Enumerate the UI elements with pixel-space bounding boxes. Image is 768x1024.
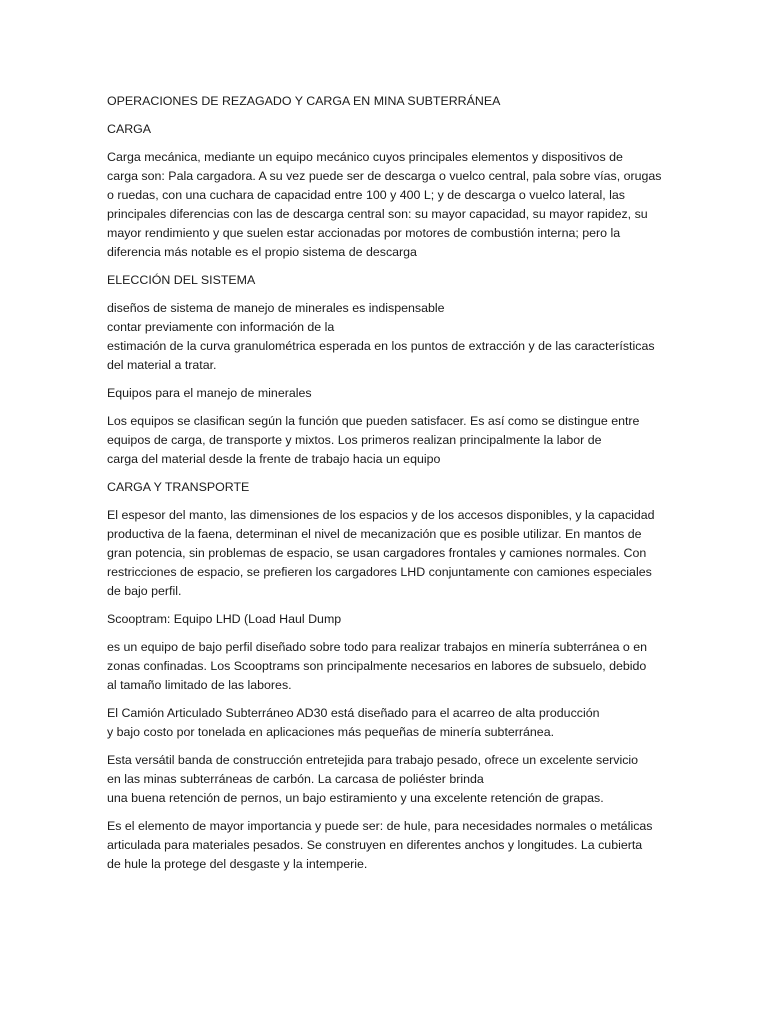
text-line: productiva de la faena, determinan el nivel de mecanización que es posible utilizar. En mantos de xyxy=(107,527,642,541)
text-line: El espesor del manto, las dimensiones de los espacios y de los accesos disponibles, y la capacidad xyxy=(107,508,655,522)
text-line: estimación de la curva granulométrica esperada en los puntos de extracción y de las características xyxy=(107,339,655,353)
text-line: de bajo perfil. xyxy=(107,584,182,598)
section-heading-scooptram xyxy=(107,610,668,629)
text-line: de hule la protege del desgaste y la intemperie. xyxy=(107,857,368,871)
text-line: CARGA Y TRANSPORTE xyxy=(107,480,250,494)
text-line: mayor rendimiento y que suelen estar accionadas por motores de combustión interna; pero la xyxy=(107,226,621,240)
text-line: El Camión Articulado Subterráneo AD30 está diseñado para el acarreo de alta producción xyxy=(107,706,600,720)
text-line: restricciones de espacio, se prefieren los cargadores LHD conjuntamente con camiones especiales xyxy=(107,565,652,579)
text-line: Scooptram: Equipo LHD (Load Haul Dump xyxy=(107,612,342,626)
section-heading-equipos xyxy=(107,384,668,403)
paragraph-carga-mecanica xyxy=(107,148,668,262)
text-line: diferencia más notable es el propio sistema de descarga xyxy=(107,245,417,259)
text-line: CARGA xyxy=(107,122,152,136)
text-line: Carga mecánica, mediante un equipo mecánico cuyos principales elementos y dispositivos de xyxy=(107,150,623,164)
paragraph-camion xyxy=(107,704,668,742)
text-line: y bajo costo por tonelada en aplicaciones más pequeñas de minería subterránea. xyxy=(107,725,555,739)
text-line: Los equipos se clasifican según la función que pueden satisfacer. Es así como se distingue entre xyxy=(107,414,640,428)
paragraph-scooptram xyxy=(107,638,668,695)
text-line: una buena retención de pernos, un bajo estiramiento y una excelente retención de grapas. xyxy=(107,791,604,805)
section-heading-carga xyxy=(107,120,668,139)
paragraph-elemento xyxy=(107,817,668,874)
text-line: Equipos para el manejo de minerales xyxy=(107,386,312,400)
text-line: carga son: Pala cargadora. A su vez puede ser de descarga o vuelco central, pala sobre vías, orugas xyxy=(107,169,662,183)
text-line: contar previamente con información de la xyxy=(107,320,335,334)
paragraph-disenos xyxy=(107,299,668,375)
text-line: es un equipo de bajo perfil diseñado sobre todo para realizar trabajos en minería subterránea o en xyxy=(107,640,648,654)
text-line: carga del material desde la frente de trabajo hacia un equipo xyxy=(107,452,441,466)
section-heading-eleccion xyxy=(107,271,668,290)
text-line: Esta versátil banda de construcción entretejida para trabajo pesado, ofrece un excelente servicio xyxy=(107,753,639,767)
text-line: en las minas subterráneas de carbón. La carcasa de poliéster brinda xyxy=(107,772,484,786)
paragraph-banda xyxy=(107,751,668,808)
text-line: al tamaño limitado de las labores. xyxy=(107,678,292,692)
text-line: diseños de sistema de manejo de minerales es indispensable xyxy=(107,301,445,315)
text-line: del material a tratar. xyxy=(107,358,217,372)
text-line: principales diferencias con las de descarga central son: su mayor capacidad, su mayor rapidez, su xyxy=(107,207,648,221)
paragraph-espesor xyxy=(107,506,668,601)
paragraph-equipos xyxy=(107,412,668,469)
text-line: equipos de carga, de transporte y mixtos. Los primeros realizan principalmente la labor de xyxy=(107,433,602,447)
text-line: ELECCIÓN DEL SISTEMA xyxy=(107,273,256,287)
document-title xyxy=(107,92,668,111)
text-line: zonas confinadas. Los Scooptrams son principalmente necesarios en labores de subsuelo, debido xyxy=(107,659,647,673)
text-line: OPERACIONES DE REZAGADO Y CARGA EN MINA SUBTERRÁNEA xyxy=(107,94,501,108)
section-heading-carga-transporte xyxy=(107,478,668,497)
text-line: Es el elemento de mayor importancia y puede ser: de hule, para necesidades normales o metálicas xyxy=(107,819,653,833)
text-line: gran potencia, sin problemas de espacio, se usan cargadores frontales y camiones normales. Con xyxy=(107,546,647,560)
text-line: o ruedas, con una cuchara de capacidad entre 100 y 400 L; y de descarga o vuelco lateral, las xyxy=(107,188,625,202)
text-line: articulada para materiales pesados. Se construyen en diferentes anchos y longitudes. La cubierta xyxy=(107,838,643,852)
